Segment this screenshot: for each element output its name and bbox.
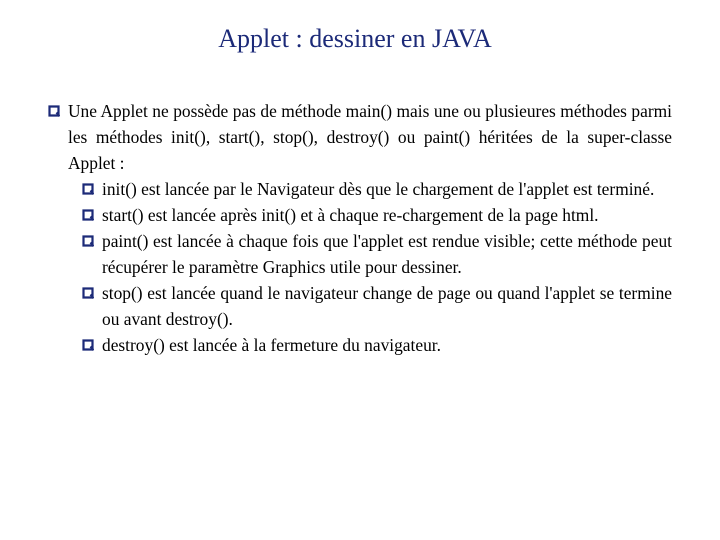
sub-bullet <box>82 280 672 332</box>
main-bullet <box>48 98 672 176</box>
sub-bullet <box>82 202 672 228</box>
sub-bullet <box>82 228 672 280</box>
square-check-bullet-icon <box>82 338 94 351</box>
sub-bullet-text: stop() est lancée quand le navigateur change de page ou quand l'applet se termine ou avant destroy(). <box>102 283 672 329</box>
sub-bullet <box>82 176 672 202</box>
sub-bullet-text: destroy() est lancée à la fermeture du navigateur. <box>102 335 441 355</box>
main-bullet-text: Une Applet ne possède pas de méthode main() mais une ou plusieures méthodes parmi les méthodes init(), start(), stop(), destroy() ou paint() héritées de la super-classe Applet : <box>68 101 672 173</box>
sub-bullet-text: paint() est lancée à chaque fois que l'applet est rendue visible; cette méthode peut récupérer le paramètre Graphics utile pour dessiner. <box>102 231 672 277</box>
slide-title: Applet : dessiner en JAVA <box>218 24 492 53</box>
square-check-bullet-icon <box>82 208 94 221</box>
square-check-bullet-icon <box>82 182 94 195</box>
sub-bullet-text: start() est lancée après init() et à chaque re-chargement de la page html. <box>102 205 599 225</box>
square-check-bullet-icon <box>82 286 94 299</box>
square-check-bullet-icon <box>48 104 60 117</box>
square-check-bullet-icon <box>82 234 94 247</box>
slide-content <box>48 98 672 358</box>
sub-bullet-text: init() est lancée par le Navigateur dès que le chargement de l'applet est terminé. <box>102 179 655 199</box>
sub-bullet <box>82 332 672 358</box>
